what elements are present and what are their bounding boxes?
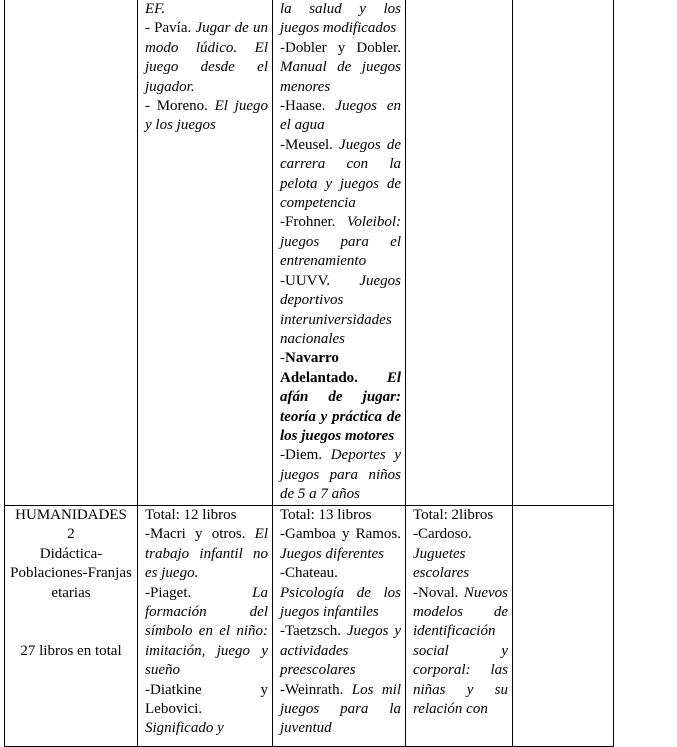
- book-ref: - Moreno. El juego y los juegos: [145, 98, 268, 134]
- category-cell: [5, 506, 138, 747]
- book-ref: -Meusel. Juegos de carrera con la pelota y juegos de competencia: [280, 136, 401, 212]
- book-ref: -Dobler y Dobler. Manual de juegos menores: [280, 39, 401, 95]
- books-cell-4: [513, 506, 614, 747]
- table-row: [5, 506, 614, 747]
- books-cell-2: [273, 506, 406, 747]
- book-ref: -Gamboa y Ramos. Juegos diferentes: [280, 526, 401, 562]
- books-cell-4: [513, 0, 614, 506]
- category-total: 27 libros en total: [20, 643, 122, 660]
- table-row: [5, 0, 614, 506]
- books-cell-3: [406, 506, 513, 747]
- book-ref: -Diatkine y Lebovici. Significado y: [145, 681, 268, 737]
- book-ref: -Diem. Deportes y juegos para niños de 5 a 7 años: [280, 447, 401, 503]
- book-ref: -Macri y otros. El trabajo infantil no es juego.: [145, 526, 269, 582]
- book-ref: la salud y los juegos modificados: [280, 1, 401, 37]
- book-ref: - Pavía. Jugar de un modo lúdico. El juego desde el jugador.: [145, 20, 269, 95]
- book-ref: -Chateau. Psicología de los juegos infantiles: [280, 565, 401, 621]
- category-name: HUMANIDADES: [15, 507, 127, 523]
- book-ref: -Piaget. La formación del símbolo en el niño: imitación, juego y sueño: [145, 584, 268, 679]
- books-cell-1: [138, 0, 273, 506]
- book-ref: -Cardoso. Juguetes escolares: [413, 526, 472, 582]
- column-total: Total: 13 libros: [280, 507, 372, 523]
- book-ref: -Noval. Nuevos modelos de identificación social y corporal: las niñas y su relación con: [413, 584, 508, 718]
- book-ref: -Weinrath. Los mil juegos para la juventud: [280, 681, 401, 737]
- category-subtitle: Didáctica-Poblaciones-Franjas etarias: [10, 545, 132, 601]
- bibliography-table: [4, 0, 614, 747]
- category-number: 2: [67, 526, 75, 543]
- book-ref: -Taetzsch. Juegos y actividades preescolares: [280, 623, 401, 679]
- book-ref-highlighted: -Navarro Adelantado. El afán de jugar: teoría y práctica de los juegos motores: [280, 350, 401, 444]
- category-cell: [5, 0, 138, 506]
- books-cell-1: [138, 506, 273, 747]
- books-cell-2: [273, 0, 406, 506]
- book-ref: -Frohner. Voleibol: juegos para el entrenamiento: [280, 214, 401, 270]
- column-total: Total: 12 libros: [145, 507, 237, 523]
- book-ref: EF.: [145, 1, 166, 17]
- column-total: Total: 2libros: [413, 507, 494, 523]
- books-cell-3: [406, 0, 513, 506]
- book-ref: -Haase. Juegos en el agua: [280, 98, 402, 134]
- book-ref: -UUVV. Juegos deportivos interuniversidades nacionales: [280, 272, 401, 347]
